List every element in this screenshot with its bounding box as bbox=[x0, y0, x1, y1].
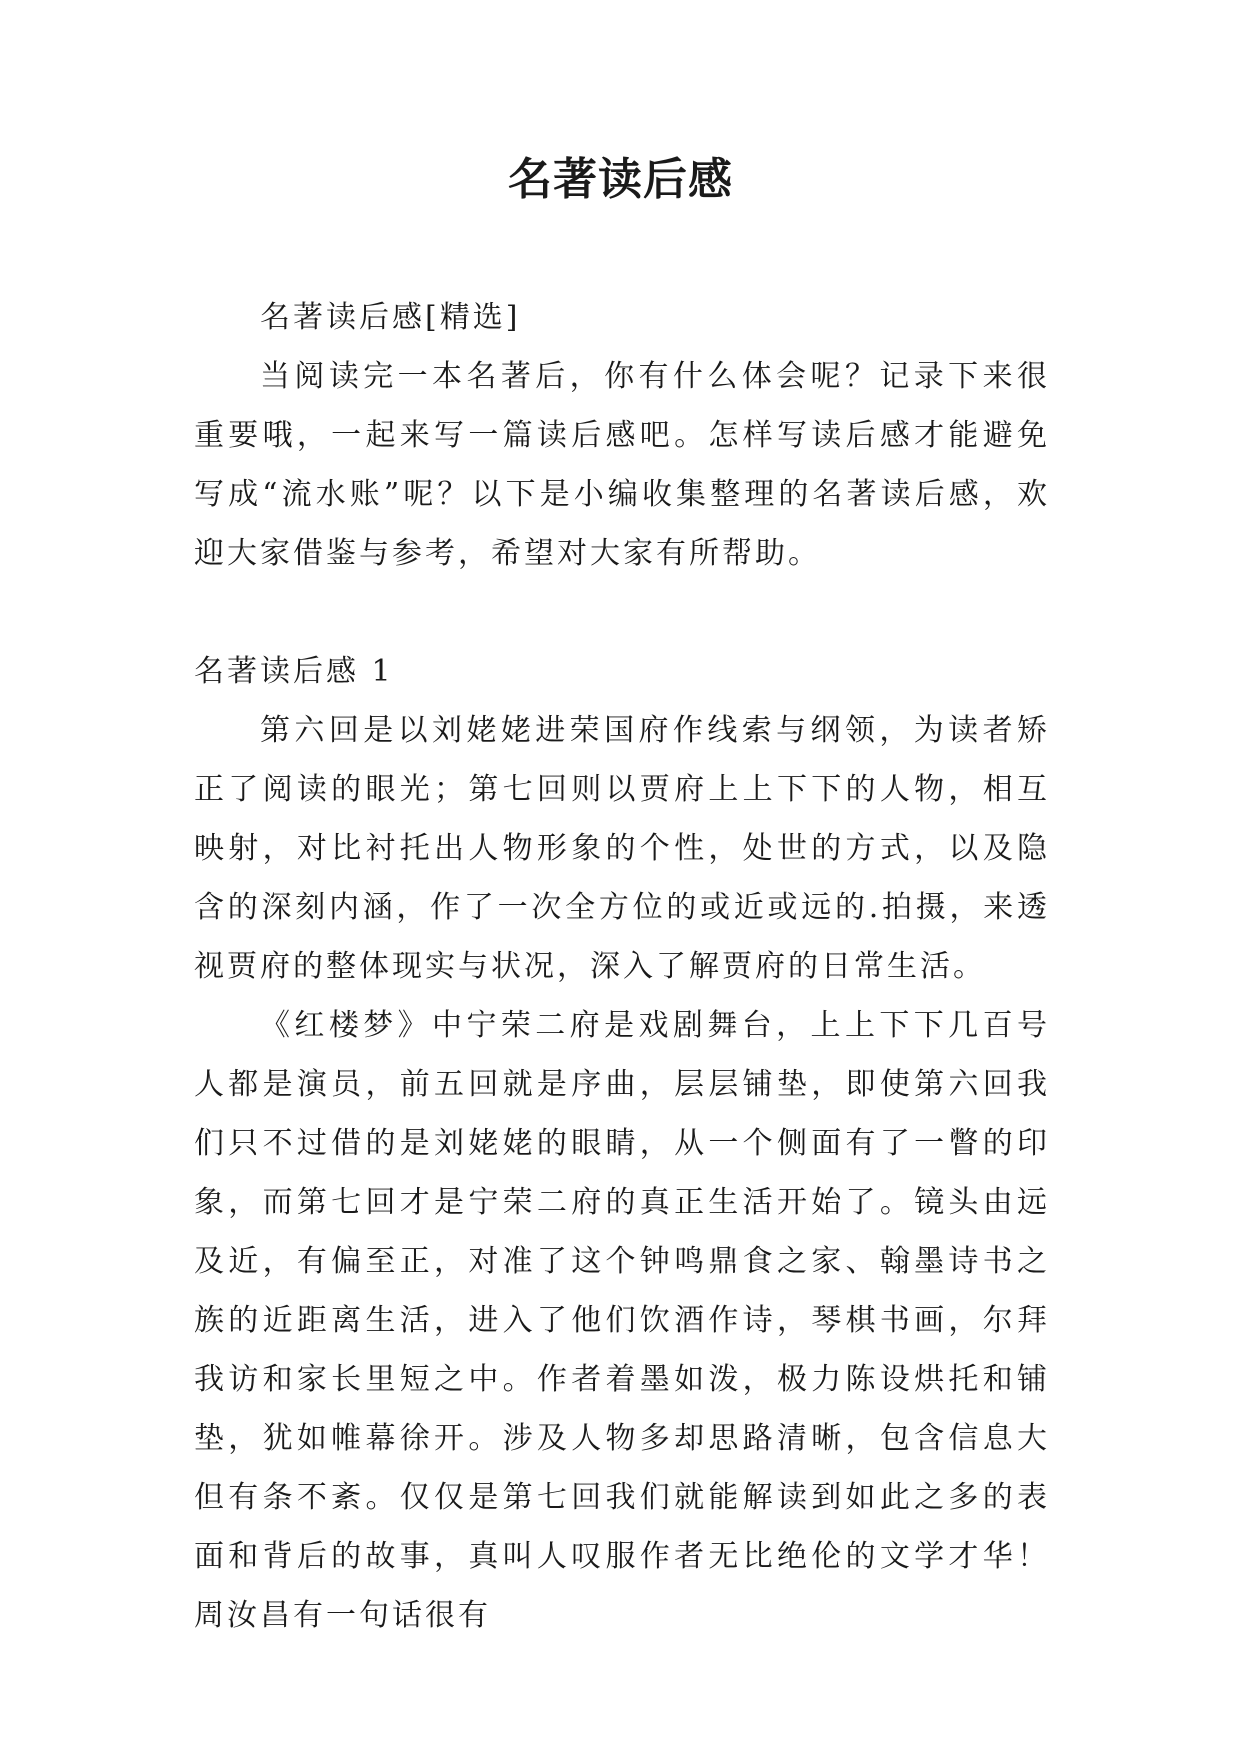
intro-paragraph: 当阅读完一本名著后，你有什么体会呢？记录下来很重要哦，一起来写一篇读后感吧。怎样写读后感才能避免写成“流水账”呢？以下是小编收集整理的名著读后感，欢迎大家借鉴与参考，希望对大家有所帮助。 bbox=[194, 359, 1050, 571]
document-subtitle: 名著读后感[精选] bbox=[260, 300, 521, 335]
body-paragraph: 《红楼梦》中宁荣二府是戏剧舞台，上上下下几百号人都是演员，前五回就是序曲，层层铺垫，即使第六回我们只不过借的是刘姥姥的眼睛，从一个侧面有了一瞥的印象，而第七回才是宁荣二府的真正生活开始了。镜头由远及近，有偏至正，对准了这个钟鸣鼎食之家、翰墨诗书之族的近距离生活，进入了他们饮酒作诗，琴棋书画，尔拜我访和家长里短之中。作者着墨如泼，极力陈设烘托和铺垫，犹如帷幕徐开。涉及人物多却思路清晰，包含信息大但有条不紊。仅仅是第七回我们就能解读到如此之多的表面和背后的故事，真叫人叹服作者无比绝伦的文学才华！周汝昌有一句话很有 bbox=[194, 1008, 1050, 1633]
document-title: 名著读后感 bbox=[508, 154, 733, 205]
body-paragraph: 第六回是以刘姥姥进荣国府作线索与纲领，为读者矫正了阅读的眼光；第七回则以贾府上上下下的人物，相互映射，对比衬托出人物形象的个性，处世的方式，以及隐含的深刻内涵，作了一次全方位的或近或远的.拍摄，来透视贾府的整体现实与状况，深入了解贾府的日常生活。 bbox=[194, 713, 1050, 984]
spacer bbox=[194, 583, 1050, 642]
section-heading: 名著读后感 1 bbox=[194, 654, 394, 689]
document-body bbox=[194, 288, 1050, 1645]
